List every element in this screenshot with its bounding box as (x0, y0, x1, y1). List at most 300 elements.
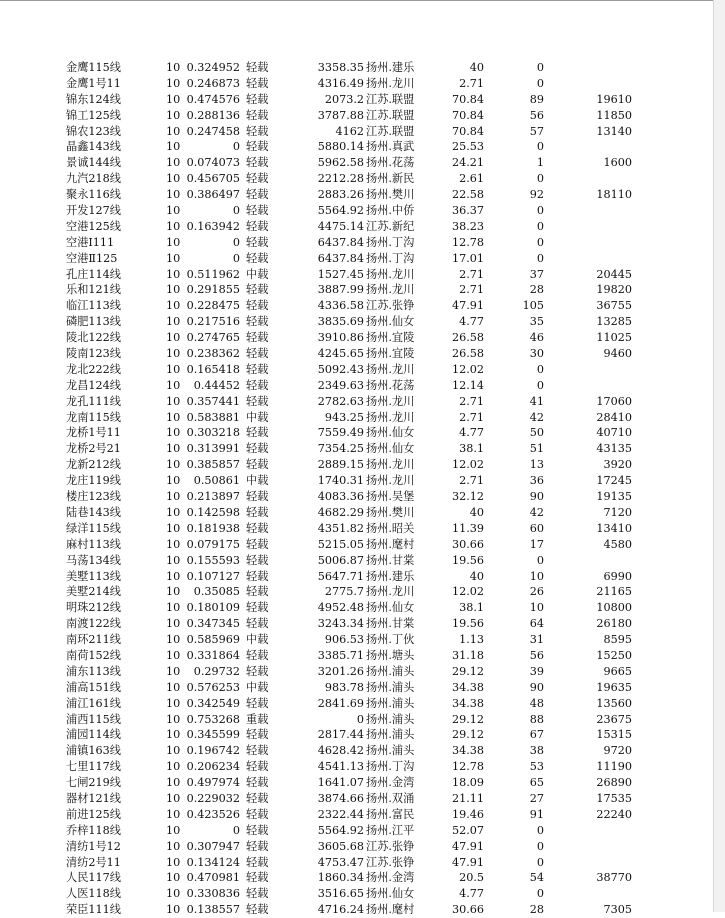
count-cell: 0 (536, 251, 544, 265)
table-row (0, 155, 713, 171)
length-cell: 3605.68 (317, 839, 364, 853)
capacity-cell: 9720 (603, 744, 632, 758)
load-rate-cell: 0.470981 (186, 871, 240, 885)
load-status-cell: 轻载 (246, 569, 269, 583)
substation-cell: 扬州.新民 (366, 172, 415, 186)
voltage-cell: 10 (166, 903, 180, 917)
distance-cell: 2.71 (459, 474, 484, 488)
count-cell: 60 (529, 521, 544, 535)
distance-cell: 4.77 (459, 315, 484, 329)
load-rate-cell: 0.385857 (186, 458, 240, 472)
voltage-cell: 10 (166, 871, 180, 885)
load-rate-cell: 0.347345 (186, 617, 240, 631)
capacity-cell: 22240 (596, 807, 632, 821)
length-cell: 5006.87 (317, 553, 364, 567)
load-rate-cell: 0.50861 (193, 474, 240, 488)
length-cell: 2817.44 (317, 728, 364, 742)
table-row (0, 330, 713, 346)
capacity-cell: 26180 (596, 617, 632, 631)
distance-cell: 2.71 (459, 283, 484, 297)
line-name-cell: 浦镇163线 (66, 744, 121, 758)
voltage-cell: 10 (166, 553, 180, 567)
load-rate-cell: 0.142598 (186, 505, 240, 519)
load-status-cell: 轻载 (246, 744, 269, 758)
length-cell: 3910.86 (317, 331, 364, 345)
line-name-cell: 临江113线 (66, 299, 121, 313)
load-rate-cell: 0 (232, 235, 240, 249)
load-status-cell: 轻载 (246, 458, 269, 472)
load-rate-cell: 0 (232, 251, 240, 265)
load-status-cell: 轻载 (246, 728, 269, 742)
load-rate-cell: 0.386497 (186, 188, 240, 202)
table-row (0, 362, 713, 378)
table-row (0, 235, 713, 251)
table-row (0, 616, 713, 632)
count-cell: 0 (536, 76, 544, 90)
load-rate-cell: 0.576253 (186, 680, 240, 694)
load-status-cell: 中载 (246, 633, 269, 647)
capacity-cell: 21165 (596, 585, 632, 599)
table-row (0, 712, 713, 728)
line-name-cell: 空港Ⅰ111 (66, 235, 115, 249)
length-cell: 6437.84 (317, 235, 364, 249)
load-rate-cell: 0.288136 (186, 108, 240, 122)
capacity-cell: 23675 (596, 712, 632, 726)
line-name-cell: 锦东124线 (66, 92, 121, 106)
capacity-cell: 20445 (596, 267, 632, 281)
voltage-cell: 10 (166, 760, 180, 774)
count-cell: 37 (529, 267, 544, 281)
load-status-cell: 轻载 (246, 108, 269, 122)
voltage-cell: 10 (166, 331, 180, 345)
capacity-cell: 8595 (603, 633, 632, 647)
distance-cell: 47.91 (451, 839, 484, 853)
distance-cell: 34.38 (451, 744, 484, 758)
substation-cell: 扬州.甘棠 (366, 553, 415, 567)
count-cell: 28 (529, 283, 544, 297)
load-status-cell: 轻载 (246, 156, 269, 170)
substation-cell: 江苏.张铮 (366, 839, 415, 853)
table-row (0, 489, 713, 505)
voltage-cell: 10 (166, 394, 180, 408)
length-cell: 4475.14 (317, 219, 364, 233)
voltage-cell: 10 (166, 458, 180, 472)
table-row (0, 839, 713, 855)
count-cell: 41 (529, 394, 544, 408)
substation-cell: 扬州.江平 (366, 823, 415, 837)
voltage-cell: 10 (166, 887, 180, 901)
load-rate-cell: 0.753268 (186, 712, 240, 726)
load-status-cell: 轻载 (246, 172, 269, 186)
line-name-cell: 七闸219线 (66, 776, 121, 790)
line-name-cell: 龙昌124线 (66, 378, 121, 392)
length-cell: 2073.2 (324, 92, 364, 106)
substation-cell: 扬州.仙女 (366, 442, 415, 456)
count-cell: 65 (529, 776, 544, 790)
length-cell: 5647.71 (317, 569, 364, 583)
table-row (0, 696, 713, 712)
spreadsheet-table (0, 60, 713, 918)
load-rate-cell: 0.474576 (186, 92, 240, 106)
distance-cell: 17.01 (451, 251, 484, 265)
substation-cell: 扬州.浦头 (366, 664, 415, 678)
table-row (0, 855, 713, 871)
load-rate-cell: 0.330836 (186, 887, 240, 901)
distance-cell: 24.21 (451, 156, 484, 170)
table-row (0, 92, 713, 108)
table-row (0, 886, 713, 902)
capacity-cell: 18110 (596, 188, 632, 202)
voltage-cell: 10 (166, 617, 180, 631)
substation-cell: 扬州.吴堡 (366, 490, 415, 504)
load-rate-cell: 0.423526 (186, 807, 240, 821)
load-status-cell: 轻载 (246, 553, 269, 567)
load-rate-cell: 0.331864 (186, 648, 240, 662)
length-cell: 5092.43 (317, 362, 364, 376)
load-rate-cell: 0.206234 (186, 760, 240, 774)
length-cell: 4716.24 (317, 903, 364, 917)
length-cell: 3516.65 (317, 887, 364, 901)
voltage-cell: 10 (166, 235, 180, 249)
table-row (0, 823, 713, 839)
distance-cell: 52.07 (451, 823, 484, 837)
distance-cell: 12.78 (451, 760, 484, 774)
table-row (0, 584, 713, 600)
load-status-cell: 轻载 (246, 807, 269, 821)
load-status-cell: 轻载 (246, 648, 269, 662)
substation-cell: 扬州.龙川 (366, 585, 415, 599)
table-row (0, 251, 713, 267)
voltage-cell: 10 (166, 426, 180, 440)
load-status-cell: 轻载 (246, 331, 269, 345)
capacity-cell: 19635 (596, 680, 632, 694)
capacity-cell: 9665 (603, 664, 632, 678)
length-cell: 4952.48 (317, 601, 364, 615)
line-name-cell: 金鹰1号11 (66, 76, 121, 90)
line-name-cell: 麻村113线 (66, 537, 121, 551)
load-rate-cell: 0.229032 (186, 791, 240, 805)
line-name-cell: 锦农123线 (66, 124, 121, 138)
line-name-cell: 七里117线 (66, 760, 121, 774)
voltage-cell: 10 (166, 601, 180, 615)
distance-cell: 12.02 (451, 585, 484, 599)
capacity-cell: 13140 (596, 124, 632, 138)
line-name-cell: 龙北222线 (66, 362, 121, 376)
length-cell: 4351.82 (317, 521, 364, 535)
voltage-cell: 10 (166, 267, 180, 281)
substation-cell: 江苏.张铮 (366, 855, 415, 869)
table-row (0, 473, 713, 489)
voltage-cell: 10 (166, 680, 180, 694)
voltage-cell: 10 (166, 299, 180, 313)
voltage-cell: 10 (166, 92, 180, 106)
count-cell: 51 (529, 442, 544, 456)
length-cell: 7354.25 (317, 442, 364, 456)
length-cell: 5564.92 (317, 204, 364, 218)
voltage-cell: 10 (166, 188, 180, 202)
length-cell: 2212.28 (317, 172, 364, 186)
capacity-cell: 26890 (596, 776, 632, 790)
voltage-cell: 10 (166, 855, 180, 869)
count-cell: 90 (529, 680, 544, 694)
distance-cell: 12.14 (451, 378, 484, 392)
count-cell: 0 (536, 823, 544, 837)
distance-cell: 40 (469, 505, 484, 519)
line-name-cell: 南荷152线 (66, 648, 121, 662)
capacity-cell: 4580 (603, 537, 632, 551)
load-rate-cell: 0.345599 (186, 728, 240, 742)
table-row (0, 394, 713, 410)
line-name-cell: 前进125线 (66, 807, 121, 821)
load-status-cell: 轻载 (246, 283, 269, 297)
load-rate-cell: 0.181938 (186, 521, 240, 535)
substation-cell: 扬州.甘棠 (366, 617, 415, 631)
length-cell: 4316.49 (317, 76, 364, 90)
length-cell: 0 (356, 712, 364, 726)
load-rate-cell: 0.238362 (186, 347, 240, 361)
length-cell: 3787.88 (317, 108, 364, 122)
distance-cell: 19.56 (451, 617, 484, 631)
capacity-cell: 7120 (603, 505, 632, 519)
count-cell: 105 (522, 299, 544, 313)
length-cell: 7559.49 (317, 426, 364, 440)
count-cell: 0 (536, 172, 544, 186)
line-name-cell: 空港125线 (66, 219, 121, 233)
voltage-cell: 10 (166, 712, 180, 726)
load-status-cell: 轻载 (246, 760, 269, 774)
count-cell: 35 (529, 315, 544, 329)
distance-cell: 4.77 (459, 887, 484, 901)
load-status-cell: 轻载 (246, 776, 269, 790)
count-cell: 10 (529, 569, 544, 583)
load-rate-cell: 0.585969 (186, 633, 240, 647)
table-row (0, 791, 713, 807)
length-cell: 1527.45 (317, 267, 364, 281)
line-name-cell: 浦园114线 (66, 728, 121, 742)
count-cell: 0 (536, 887, 544, 901)
load-rate-cell: 0.213897 (186, 490, 240, 504)
load-rate-cell: 0.511962 (186, 267, 240, 281)
load-rate-cell: 0 (232, 140, 240, 154)
line-name-cell: 美墅214线 (66, 585, 121, 599)
length-cell: 3835.69 (317, 315, 364, 329)
capacity-cell: 11850 (596, 108, 632, 122)
distance-cell: 2.61 (459, 172, 484, 186)
voltage-cell: 10 (166, 585, 180, 599)
line-name-cell: 器材121线 (66, 791, 121, 805)
load-status-cell: 轻载 (246, 124, 269, 138)
load-rate-cell: 0.217516 (186, 315, 240, 329)
capacity-cell: 11190 (596, 760, 632, 774)
top-border (0, 0, 725, 1)
count-cell: 0 (536, 855, 544, 869)
table-row (0, 60, 713, 76)
capacity-cell: 40710 (596, 426, 632, 440)
count-cell: 0 (536, 204, 544, 218)
substation-cell: 扬州.宜陵 (366, 347, 415, 361)
load-rate-cell: 0.497974 (186, 776, 240, 790)
distance-cell: 2.71 (459, 76, 484, 90)
line-name-cell: 乔梓118线 (66, 823, 121, 837)
line-name-cell: 龙桥2号21 (66, 442, 121, 456)
line-name-cell: 人医118线 (66, 887, 121, 901)
voltage-cell: 10 (166, 410, 180, 424)
voltage-cell: 10 (166, 76, 180, 90)
distance-cell: 38.23 (451, 219, 484, 233)
table-row (0, 870, 713, 886)
line-name-cell: 荣臣111线 (66, 903, 121, 917)
load-rate-cell: 0.307947 (186, 839, 240, 853)
capacity-cell: 1600 (603, 156, 632, 170)
distance-cell: 29.12 (451, 664, 484, 678)
substation-cell: 扬州.双涌 (366, 791, 415, 805)
voltage-cell: 10 (166, 474, 180, 488)
capacity-cell: 19135 (596, 490, 632, 504)
load-rate-cell: 0.246873 (186, 76, 240, 90)
line-name-cell: 金鹰115线 (66, 61, 121, 74)
length-cell: 3358.35 (317, 61, 364, 74)
line-name-cell: 九汽218线 (66, 172, 121, 186)
substation-cell: 扬州.仙女 (366, 887, 415, 901)
length-cell: 4245.65 (317, 347, 364, 361)
capacity-cell: 10800 (596, 601, 632, 615)
load-status-cell: 轻载 (246, 315, 269, 329)
table-row (0, 632, 713, 648)
load-status-cell: 轻载 (246, 537, 269, 551)
table-row (0, 139, 713, 155)
line-name-cell: 磷肥113线 (66, 315, 121, 329)
load-status-cell: 轻载 (246, 426, 269, 440)
substation-cell: 扬州.樊川 (366, 188, 415, 202)
distance-cell: 2.71 (459, 267, 484, 281)
substation-cell: 扬州.龙川 (366, 76, 415, 90)
distance-cell: 18.09 (451, 776, 484, 790)
capacity-cell: 11025 (596, 331, 632, 345)
table-row (0, 775, 713, 791)
load-status-cell: 轻载 (246, 92, 269, 106)
length-cell: 2782.63 (317, 394, 364, 408)
voltage-cell: 10 (166, 362, 180, 376)
table-row (0, 441, 713, 457)
load-rate-cell: 0.155593 (186, 553, 240, 567)
distance-cell: 47.91 (451, 299, 484, 313)
line-name-cell: 清纺1号12 (66, 839, 121, 853)
distance-cell: 12.02 (451, 362, 484, 376)
length-cell: 4628.42 (317, 744, 364, 758)
voltage-cell: 10 (166, 633, 180, 647)
count-cell: 26 (529, 585, 544, 599)
load-status-cell: 中载 (246, 680, 269, 694)
count-cell: 0 (536, 235, 544, 249)
distance-cell: 34.38 (451, 696, 484, 710)
line-name-cell: 乐和121线 (66, 283, 121, 297)
line-name-cell: 聚永116线 (66, 188, 121, 202)
load-rate-cell: 0.35085 (193, 585, 240, 599)
table-row (0, 902, 713, 918)
load-status-cell: 中载 (246, 474, 269, 488)
table-row (0, 108, 713, 124)
count-cell: 0 (536, 219, 544, 233)
load-rate-cell: 0.456705 (186, 172, 240, 186)
load-rate-cell: 0.074073 (186, 156, 240, 170)
capacity-cell: 17245 (596, 474, 632, 488)
substation-cell: 扬州.金湾 (366, 776, 415, 790)
voltage-cell: 10 (166, 140, 180, 154)
line-name-cell: 孔庄114线 (66, 267, 121, 281)
length-cell: 1860.34 (317, 871, 364, 885)
substation-cell: 扬州.丁沟 (366, 235, 415, 249)
substation-cell: 扬州.麾村 (366, 903, 415, 917)
voltage-cell: 10 (166, 664, 180, 678)
load-status-cell: 轻载 (246, 696, 269, 710)
voltage-cell: 10 (166, 315, 180, 329)
substation-cell: 扬州.龙川 (366, 283, 415, 297)
table-row (0, 314, 713, 330)
distance-cell: 26.58 (451, 331, 484, 345)
table-row (0, 727, 713, 743)
load-status-cell: 轻载 (246, 299, 269, 313)
substation-cell: 扬州.丁沟 (366, 760, 415, 774)
substation-cell: 扬州.仙女 (366, 426, 415, 440)
line-name-cell: 龙桥1号11 (66, 426, 121, 440)
voltage-cell: 10 (166, 283, 180, 297)
substation-cell: 扬州.浦头 (366, 712, 415, 726)
load-status-cell: 轻载 (246, 394, 269, 408)
count-cell: 39 (529, 664, 544, 678)
substation-cell: 江苏.新纪 (366, 219, 415, 233)
substation-cell: 扬州.花荡 (366, 156, 415, 170)
capacity-cell: 17060 (596, 394, 632, 408)
line-name-cell: 龙庄119线 (66, 474, 121, 488)
voltage-cell: 10 (166, 791, 180, 805)
voltage-cell: 10 (166, 648, 180, 662)
voltage-cell: 10 (166, 521, 180, 535)
line-name-cell: 浦西115线 (66, 712, 121, 726)
distance-cell: 2.71 (459, 410, 484, 424)
load-rate-cell: 0.342549 (186, 696, 240, 710)
length-cell: 1740.31 (317, 474, 364, 488)
substation-cell: 扬州.富民 (366, 807, 415, 821)
line-name-cell: 景诚144线 (66, 156, 121, 170)
table-row (0, 759, 713, 775)
count-cell: 92 (529, 188, 544, 202)
distance-cell: 11.39 (451, 521, 484, 535)
distance-cell: 12.02 (451, 458, 484, 472)
substation-cell: 扬州.浦头 (366, 696, 415, 710)
voltage-cell: 10 (166, 347, 180, 361)
count-cell: 0 (536, 140, 544, 154)
table-row (0, 346, 713, 362)
substation-cell: 扬州.昭关 (366, 521, 415, 535)
substation-cell: 扬州.龙川 (366, 458, 415, 472)
length-cell: 4162 (335, 124, 364, 138)
load-status-cell: 轻载 (246, 188, 269, 202)
substation-cell: 扬州.仙女 (366, 315, 415, 329)
voltage-cell: 10 (166, 823, 180, 837)
load-rate-cell: 0.247458 (186, 124, 240, 138)
load-status-cell: 轻载 (246, 887, 269, 901)
count-cell: 50 (529, 426, 544, 440)
line-name-cell: 陵南123线 (66, 347, 121, 361)
load-rate-cell: 0.583881 (186, 410, 240, 424)
capacity-cell: 9460 (603, 347, 632, 361)
distance-cell: 30.66 (451, 537, 484, 551)
distance-cell: 40 (469, 569, 484, 583)
table-row (0, 267, 713, 283)
distance-cell: 1.13 (459, 633, 484, 647)
distance-cell: 38.1 (459, 442, 484, 456)
count-cell: 57 (529, 124, 544, 138)
